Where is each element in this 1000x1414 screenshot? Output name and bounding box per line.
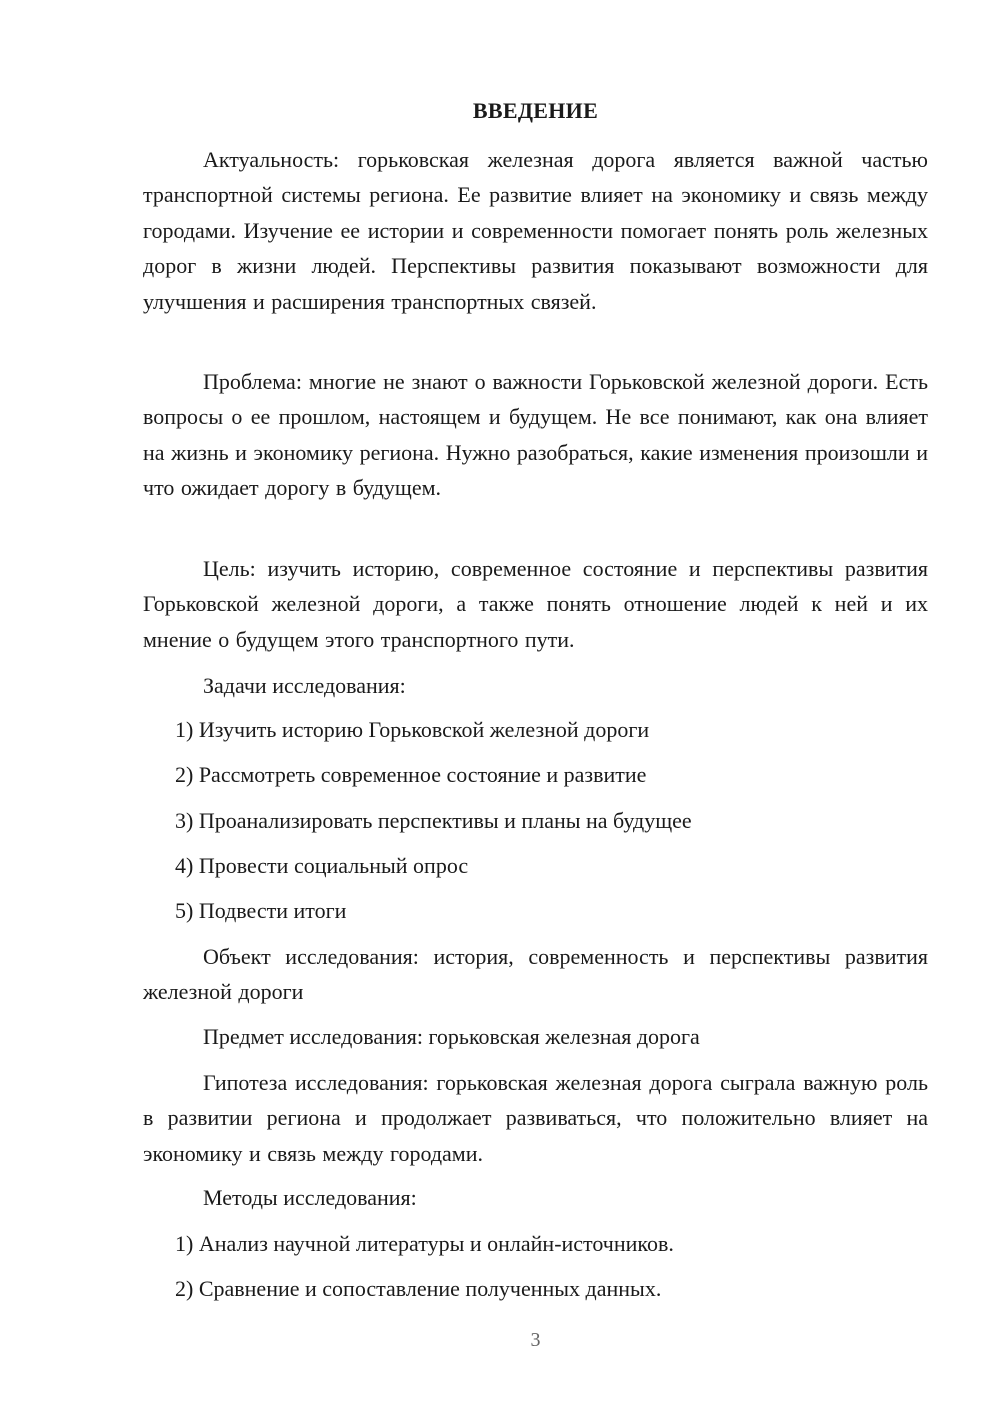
page-number: 3	[530, 1329, 541, 1351]
task-item: 4) Провести социальный опрос	[175, 853, 469, 878]
hypothesis-paragraph: Гипотеза исследования: горьковская железная дорога сыграла важную роль в развитии региона и продолжает развиваться, что положительно влияет на экономику и связь между городами.	[143, 1070, 928, 1166]
tasks-heading: Задачи исследования:	[203, 673, 406, 698]
document-page	[143, 0, 928, 1414]
task-item: 5) Подвести итоги	[175, 898, 347, 923]
method-item: 2) Сравнение и сопоставление полученных данных.	[175, 1276, 662, 1301]
goal-paragraph: Цель: изучить историю, современное состояние и перспективы развития Горьковской железной дороги, а также понять отношение людей к ней и их мнение о будущем этого транспортного пути.	[143, 556, 928, 652]
task-item: 2) Рассмотреть современное состояние и развитие	[175, 762, 647, 787]
object-paragraph: Объект исследования: история, современность и перспективы развития железной дороги	[143, 944, 928, 1005]
subject-paragraph: Предмет исследования: горьковская железная дорога	[203, 1024, 700, 1049]
task-item: 1) Изучить историю Горьковской железной дороги	[175, 717, 650, 742]
task-item: 3) Проанализировать перспективы и планы на будущее	[175, 808, 692, 833]
problem-paragraph: Проблема: многие не знают о важности Горьковской железной дороги. Есть вопросы о ее прошлом, настоящем и будущем. Не все понимают, как она влияет на жизнь и экономику региона. Нужно разобраться, какие изменения произошли и что ожидает дорогу в будущем.	[143, 369, 928, 501]
section-title: ВВЕДЕНИЕ	[472, 98, 599, 123]
relevance-paragraph: Актуальность: горьковская железная дорога является важной частью транспортной системы региона. Ее развитие влияет на экономику и связь между городами. Изучение ее истории и современности помогает понять роль железных дорог в жизни людей. Перспективы развития показывают возможности для улучшения и расширения транспортных связей.	[143, 147, 928, 314]
method-item: 1) Анализ научной литературы и онлайн-источников.	[175, 1231, 674, 1256]
methods-heading: Методы исследования:	[203, 1185, 417, 1210]
